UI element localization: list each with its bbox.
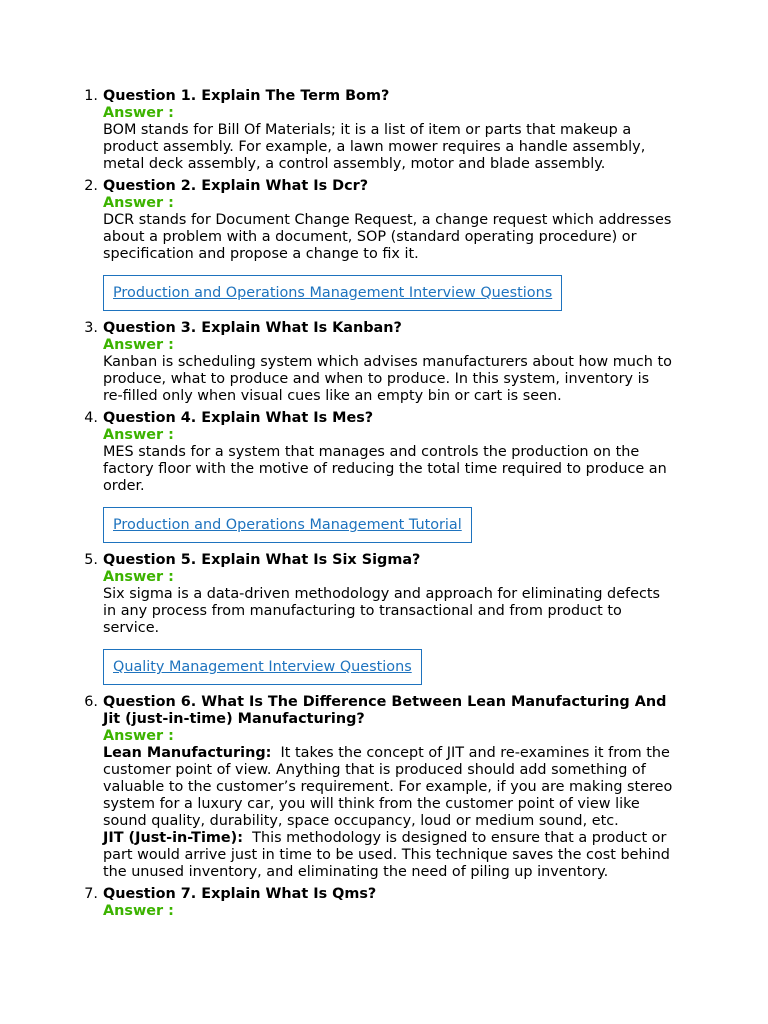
answer-text: This methodology is designed to ensure that a product or part would arrive just in time to be used. This technique saves the cost behind the unused inventory, and eliminating the need of piling up inventory. bbox=[103, 830, 670, 880]
question-heading: Question 1. Explain The Term Bom? bbox=[103, 88, 390, 104]
answer-body bbox=[103, 122, 673, 173]
question-heading: Question 3. Explain What Is Kanban? bbox=[103, 320, 402, 336]
item-number: 5. bbox=[84, 552, 98, 568]
item-number: 4. bbox=[84, 410, 98, 426]
answer-body bbox=[103, 745, 673, 881]
question-heading: Question 6. What Is The Difference Between Lean Manufacturing And Jit (just-in-time) Manufacturing? bbox=[103, 694, 667, 727]
item-number: 3. bbox=[84, 320, 98, 336]
answer-text: It takes the concept of JIT and re-examines it from the customer point of view. Anything that is produced should add something of valuable to the customer’s requirement. For example, if you are making stereo system for a luxury car, you will think from the customer point of view like sound quality, durability, space occupancy, loud or medium sound, etc. bbox=[103, 745, 673, 829]
answer-text: BOM stands for Bill Of Materials; it is a list of item or parts that makeup a product assembly. For example, a lawn mower requires a handle assembly, metal deck assembly, a control assembly, motor and blade assembly. bbox=[103, 122, 646, 172]
answer-term: Lean Manufacturing: bbox=[103, 745, 272, 761]
answer-body bbox=[103, 354, 673, 405]
answer-paragraph bbox=[103, 354, 673, 405]
related-link[interactable]: Quality Management Interview Questions bbox=[113, 659, 412, 675]
question-heading: Question 5. Explain What Is Six Sigma? bbox=[103, 552, 421, 568]
related-link-box bbox=[103, 649, 422, 685]
related-link[interactable]: Production and Operations Management Interview Questions bbox=[113, 285, 553, 301]
answer-label: Answer : bbox=[103, 195, 174, 211]
answer-paragraph bbox=[103, 212, 673, 263]
item-number: 7. bbox=[84, 886, 98, 902]
qa-item bbox=[84, 552, 673, 689]
answer-paragraph bbox=[103, 586, 673, 637]
answer-body bbox=[103, 586, 673, 637]
answer-text: Kanban is scheduling system which advises manufacturers about how much to produce, what to produce and when to produce. In this system, inventory is re-filled only when visual cues like an empty bin or cart is seen. bbox=[103, 354, 672, 404]
answer-label: Answer : bbox=[103, 903, 174, 919]
answer-label: Answer : bbox=[103, 569, 174, 585]
qa-item bbox=[84, 178, 673, 315]
answer-label: Answer : bbox=[103, 337, 174, 353]
answer-label: Answer : bbox=[103, 105, 174, 121]
item-number: 1. bbox=[84, 88, 98, 104]
answer-text: Six sigma is a data-driven methodology and approach for eliminating defects in any process from manufacturing to transactional and from product to service. bbox=[103, 586, 661, 636]
answer-paragraph bbox=[103, 830, 673, 881]
qa-item bbox=[84, 320, 673, 405]
answer-text: DCR stands for Document Change Request, a change request which addresses about a problem with a document, SOP (standard operating procedure) or specification and propose a change to fix it. bbox=[103, 212, 672, 262]
qa-item bbox=[84, 88, 673, 173]
qa-item bbox=[84, 410, 673, 547]
item-number: 2. bbox=[84, 178, 98, 194]
qa-item bbox=[84, 886, 673, 920]
qa-item bbox=[84, 694, 673, 881]
answer-label: Answer : bbox=[103, 427, 174, 443]
item-number: 6. bbox=[84, 694, 98, 710]
qa-list bbox=[84, 88, 673, 925]
answer-paragraph bbox=[103, 745, 673, 830]
answer-paragraph bbox=[103, 122, 673, 173]
answer-label: Answer : bbox=[103, 728, 174, 744]
related-link-box bbox=[103, 507, 472, 543]
answer-body bbox=[103, 212, 673, 263]
answer-body bbox=[103, 444, 673, 495]
answer-text: MES stands for a system that manages and controls the production on the factory floor with the motive of reducing the total time required to produce an order. bbox=[103, 444, 667, 494]
answer-term: JIT (Just-in-Time): bbox=[103, 830, 243, 846]
question-heading: Question 4. Explain What Is Mes? bbox=[103, 410, 374, 426]
question-heading: Question 7. Explain What Is Qms? bbox=[103, 886, 377, 902]
related-link-box bbox=[103, 275, 562, 311]
related-link[interactable]: Production and Operations Management Tutorial bbox=[113, 517, 462, 533]
answer-paragraph bbox=[103, 444, 673, 495]
question-heading: Question 2. Explain What Is Dcr? bbox=[103, 178, 369, 194]
